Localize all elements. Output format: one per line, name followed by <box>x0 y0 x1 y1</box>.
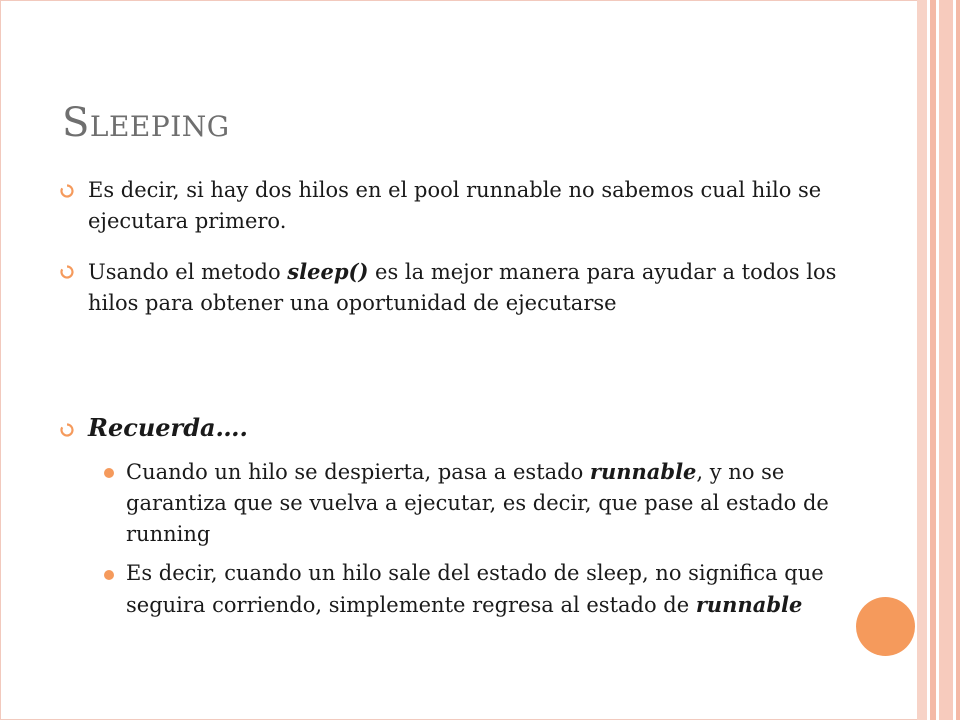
bullet-list <box>60 256 840 319</box>
bullet-list <box>60 412 840 443</box>
sub-bullet-emphasis: runnable <box>695 592 803 617</box>
bullet-emphasis: sleep() <box>287 259 369 284</box>
slide-title: Sleeping <box>62 100 230 146</box>
sub-bullet-text-end: , y no se garantiza que se vuelva a ejecutar, es decir, que pase al estado de running <box>126 460 829 546</box>
sub-bullet-text-start: Cuando un hilo se despierta, pasa a estado <box>126 460 590 484</box>
ring-bullet-icon <box>60 184 74 198</box>
dot-bullet-icon <box>104 468 114 478</box>
dot-bullet-icon <box>104 570 114 580</box>
decorative-stripes <box>917 0 960 720</box>
bullet-text: Es decir, si hay dos hilos en el pool runnable no sabemos cual hilo se ejecutara primero. <box>88 178 822 233</box>
bullet-text-start: Usando el metodo <box>88 260 288 284</box>
ring-bullet-icon <box>60 265 74 279</box>
bullet-item <box>60 175 840 237</box>
ring-bullet-icon <box>60 423 74 437</box>
sub-bullet-item <box>104 558 864 621</box>
accent-circle <box>856 597 915 656</box>
sub-bullet-text-start: Es decir, cuando un hilo sale del estado de sleep, no significa que seguira corriendo, simplemente regresa al estado de <box>126 561 824 617</box>
bullet-list <box>60 175 840 237</box>
bullet-item-heading <box>60 412 840 443</box>
bullet-text-end: es la mejor manera para ayudar a todos los hilos para obtener una oportunidad de ejecutarse <box>88 260 837 315</box>
sub-bullet-emphasis: runnable <box>589 459 697 484</box>
sub-bullet-item <box>104 456 864 550</box>
sub-bullet-list <box>104 456 864 629</box>
bullet-heading-text: Recuerda…. <box>88 413 248 442</box>
bullet-item <box>60 256 840 319</box>
